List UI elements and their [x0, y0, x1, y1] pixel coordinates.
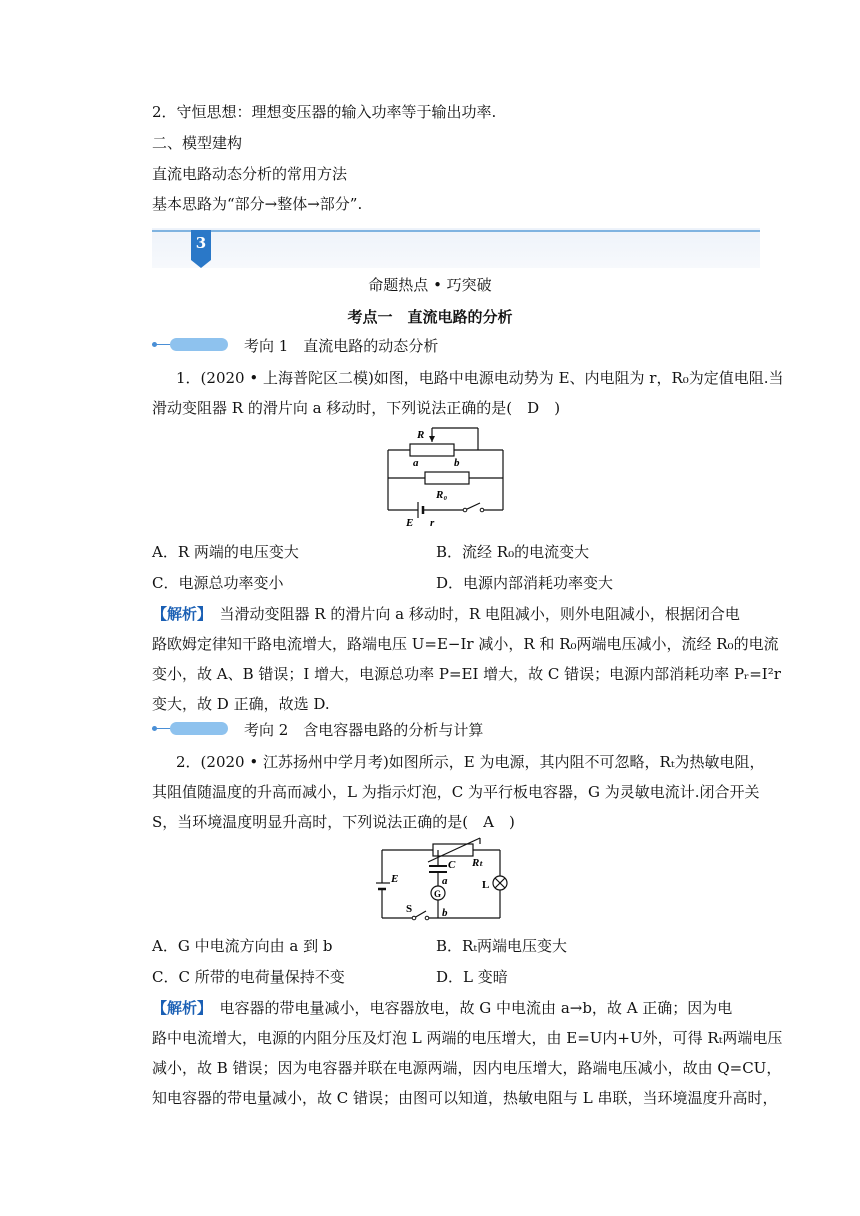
q2-option-d: D．L 变暗 [436, 968, 508, 986]
q1-option-d: D．电源内部消耗功率变大 [436, 574, 614, 592]
kaodian-title: 考点一 直流电路的分析 [347, 308, 513, 326]
a2-line-3: 减小，故 B 错误；因为电容器并联在电源两端，因内电压增大，路端电压减小，故由 Q=CU， [152, 1059, 782, 1077]
q2-option-a: A．G 中电流方向由 a 到 b [152, 937, 333, 955]
fig2-label-a: a [442, 875, 448, 887]
a1-line-1: 【解析】 当滑动变阻器 R 的滑片向 a 移动时，R 电阻减小，则外电阻减小，根据闭合电 [152, 605, 740, 623]
q2-line-3: S，当环境温度明显升高时，下列说法正确的是( A ) [152, 813, 515, 831]
section-heading: 命题热点 • 巧突破 [368, 276, 492, 294]
q1-option-b: B．流经 R₀的电流变大 [436, 543, 590, 561]
kaoxiang-1-title: 考向 1 直流电路的动态分析 [244, 337, 439, 355]
fig2-label-E: E [391, 873, 399, 885]
q2-option-b: B．Rₜ两端电压变大 [436, 937, 568, 955]
kaoxiang-2-title: 考向 2 含电容器电路的分析与计算 [244, 721, 484, 739]
section-number: 3 [195, 234, 207, 252]
fig1-label-a: a [413, 457, 419, 469]
a2-tag: 【解析】 [152, 999, 205, 1017]
a2-line-1: 【解析】 电容器的带电量减小，电容器放电，故 G 中电流由 a→b，故 A 正确；因为电 [152, 999, 733, 1017]
banner-rule [152, 230, 760, 232]
section-banner [152, 228, 760, 268]
a2-line-2: 路中电流增大，电源的内阻分压及灯泡 L 两端的电压增大，由 E=U内+U外，可得 Rₜ两端电压 [152, 1029, 783, 1047]
intro-line-3: 直流电路动态分析的常用方法 [152, 165, 348, 183]
intro-line-1: 2．守恒思想：理想变压器的输入功率等于输出功率. [152, 103, 497, 121]
a2-line-4: 知电容器的带电量减小，故 C 错误；由图可以知道，热敏电阻与 L 串联，当环境温度升高时， [152, 1089, 778, 1107]
a1-line-4: 变大，故 D 正确，故选 D. [152, 695, 330, 713]
kaoxiang-2-marker [152, 720, 228, 736]
q1-line-1: 1．(2020 • 上海普陀区二模)如图，电路中电源电动势为 E、内电阻为 r，R₀为定值电阻.当 [176, 369, 784, 387]
fig1-label-R0: R₀ [436, 489, 448, 501]
q2-line-1: 2．(2020 • 江苏扬州中学月考)如图所示，E 为电源，其内阻不可忽略，Rₜ为热敏电阻， [176, 753, 765, 771]
intro-line-4: 基本思路为“部分→整体→部分”. [152, 195, 363, 213]
q1-line-2: 滑动变阻器 R 的滑片向 a 移动时，下列说法正确的是( D ) [152, 399, 561, 417]
a1-tag: 【解析】 [152, 605, 205, 623]
fig2-label-RT: Rₜ [472, 857, 484, 869]
q1-option-c: C．电源总功率变小 [152, 574, 284, 592]
a1-line-2: 路欧姆定律知干路电流增大，路端电压 U=E−Ir 减小，R 和 R₀两端电压减小，流经 R₀的电流 [152, 635, 779, 653]
q2-option-c: C．C 所带的电荷量保持不变 [152, 968, 345, 986]
a1-line-3: 变小，故 A、B 错误；I 增大，电源总功率 P=EI 增大，故 C 错误；电源内部消耗功率 Pᵣ=I²r [152, 665, 781, 683]
kaoxiang-1-marker [152, 336, 228, 352]
fig1-label-r: r [430, 517, 435, 529]
circuit-diagram-2 [376, 836, 516, 926]
fig2-label-L: L [482, 879, 490, 891]
fig1-label-E: E [406, 517, 414, 529]
q2-line-2: 其阻值随温度的升高而减小，L 为指示灯泡，C 为平行板电容器，G 为灵敏电流计.闭合开关 [152, 783, 760, 801]
circuit-diagram-1 [370, 422, 530, 532]
fig2-label-S: S [406, 903, 413, 915]
fig2-label-G: G [434, 889, 442, 899]
fig1-label-R: R [417, 429, 425, 441]
fig1-label-b: b [454, 457, 460, 469]
fig2-label-C: C [448, 859, 456, 871]
q1-option-a: A．R 两端的电压变大 [152, 543, 299, 561]
intro-line-2: 二、模型建构 [152, 134, 243, 152]
fig2-label-b: b [442, 907, 448, 919]
